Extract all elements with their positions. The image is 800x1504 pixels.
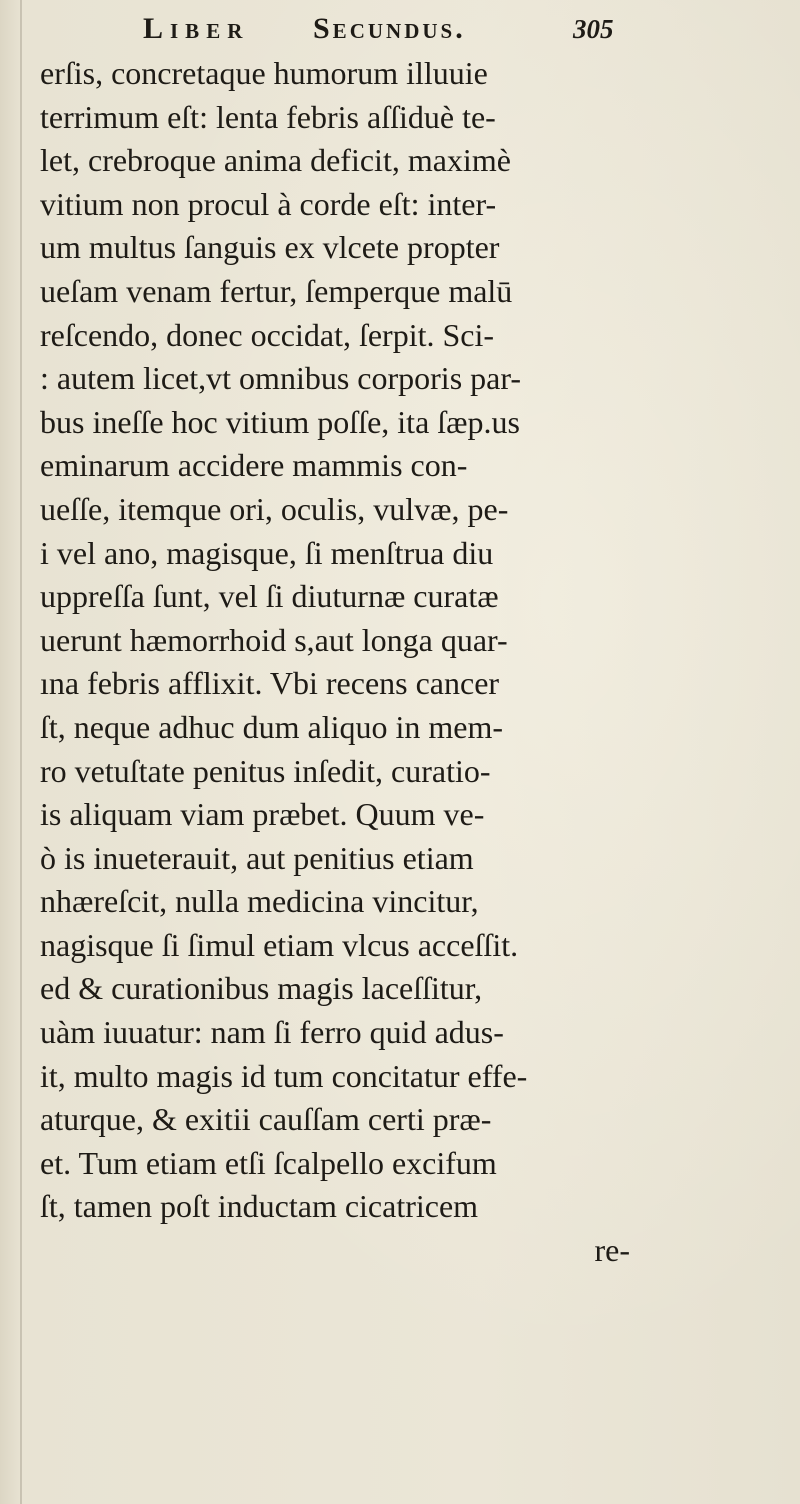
text-line: ò is inueterauit, aut penitius etiam xyxy=(40,839,474,876)
text-line: ueſam venam fertur, ſemperque malū xyxy=(40,272,513,309)
page-gutter xyxy=(20,0,22,1504)
text-line: let, crebroque anima deficit, maximè xyxy=(40,142,511,179)
text-line: is aliquam viam præbet. Quum ve- xyxy=(40,796,485,833)
text-line: ſt, tamen poſt inductam cicatricem xyxy=(40,1188,479,1225)
text-line: uàm iuuatur: nam ſi ferro quid adus- xyxy=(40,1014,504,1051)
page-number: 305 xyxy=(573,14,614,44)
text-line: nagisque ſi ſimul etiam vlcus acceſſit. xyxy=(40,926,519,963)
text-line: vitium non procul à corde eſt: inter- xyxy=(40,185,497,222)
text-line: erſis, concretaque humorum illuuie xyxy=(40,55,488,91)
text-line: um multus ſanguis ex vlcete propter xyxy=(40,229,500,266)
running-head xyxy=(143,12,663,52)
text-line: ueſſe, itemque ori, oculis, vulvæ, pe- xyxy=(40,490,509,527)
text-line: ına febris afflixit. Vbi recens cancer xyxy=(40,665,500,702)
text-line: ro vetuſtate penitus inſedit, curatio- xyxy=(40,752,491,789)
text-line: bus ineſſe hoc vitium poſſe, ita ſæp.us xyxy=(40,403,520,440)
text-line: reſcendo, donec occidat, ſerpit. Sci- xyxy=(40,316,495,353)
text-line: : autem licet,vt omnibus corporis par- xyxy=(40,360,522,397)
text-line: uerunt hæmorrhoid s,aut longa quar- xyxy=(40,621,508,658)
text-line: ed & curationibus magis laceſſitur, xyxy=(40,970,483,1007)
text-line: nhæreſcit, nulla medicina vincitur, xyxy=(40,883,479,920)
running-head-section: Secundus. xyxy=(313,12,466,45)
catchword: re- xyxy=(594,1232,630,1269)
text-line: uppreſſa ſunt, vel ſi diuturnæ curatæ xyxy=(40,578,499,615)
text-line: terrimum eſt: lenta febris aſſiduè te- xyxy=(40,98,496,135)
text-line: et. Tum etiam etſi ſcalpello excifum xyxy=(40,1144,497,1181)
text-line: it, multo magis id tum concitatur effe- xyxy=(40,1057,528,1094)
running-head-book: Liber xyxy=(143,12,250,45)
body-text xyxy=(40,52,780,1273)
text-line: eminarum accidere mammis con- xyxy=(40,447,468,484)
text-line: i vel ano, magisque, ſi menſtrua diu xyxy=(40,534,494,571)
text-line: ſt, neque adhuc dum aliquo in mem- xyxy=(40,708,503,745)
text-line: aturque, & exitii cauſſam certi præ- xyxy=(40,1101,492,1138)
